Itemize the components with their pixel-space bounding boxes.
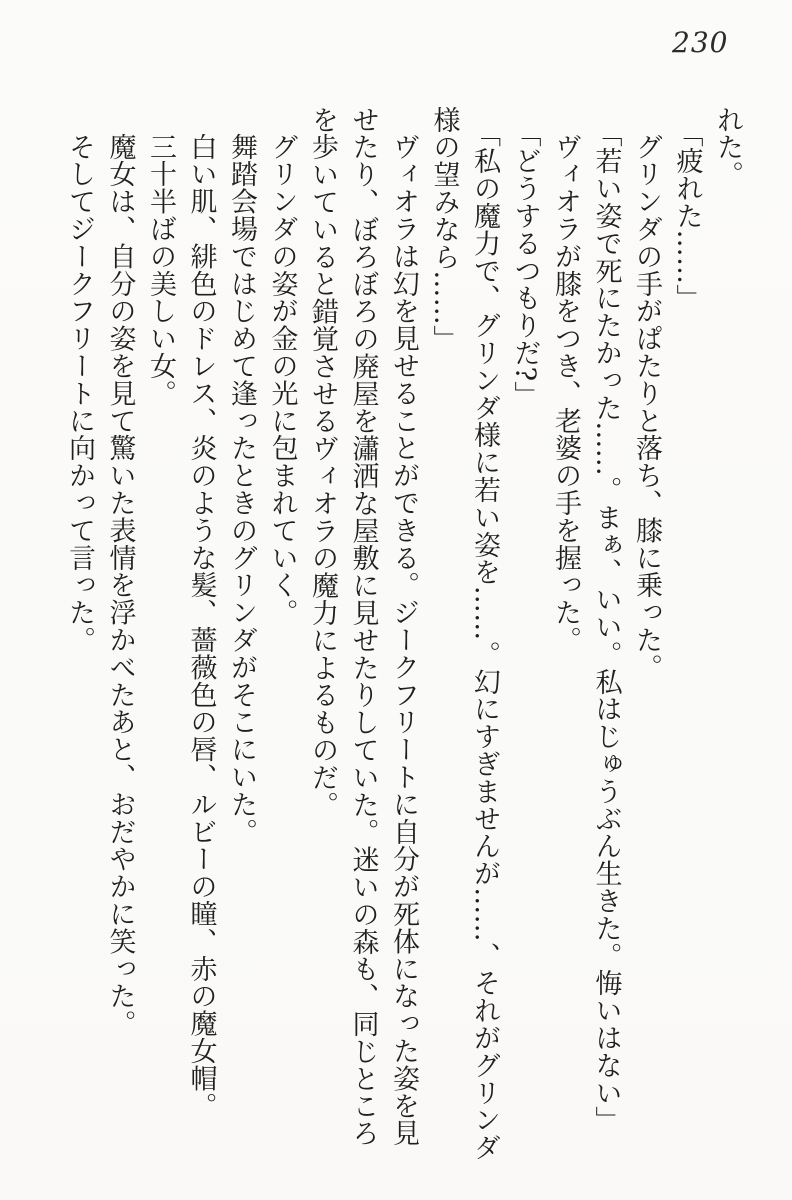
paragraph: 三十半ばの美しい女。 (145, 133, 176, 407)
paragraph: 「どうするつもりだ?」 (509, 119, 541, 409)
paragraph: 白い肌、緋色のドレス、炎のような髪、薔薇色の唇、ルビーの瞳、赤の魔女帽。 (185, 133, 217, 1120)
paragraph: 「若い姿で死にたかった……。まぁ、いい。私はじゅうぶん生きた。悔いはない」 (590, 119, 622, 1134)
paragraph: 「疲れた……」 (671, 119, 703, 312)
page-number: 230 (672, 26, 729, 59)
paragraph: ヴィオラは幻を見せることができる。ジークフリートに自分が死体になった姿を見せたり、ぼろぼろの廃屋を瀟洒な屋敷に見せたりしていた。迷いの森も、同じところを歩いていると錯覚させるヴィオラの魔力によるものだ。 (307, 106, 419, 1148)
paragraph: れた。 (712, 106, 743, 189)
paragraph: ヴィオラが膝をつき、老婆の手を握った。 (550, 133, 581, 654)
paragraph: グリンダの姿が金の光に包まれていく。 (266, 133, 298, 627)
paragraph: 舞踏会場ではじめて逢ったときのグリンダがそこにいた。 (226, 133, 257, 846)
paragraph: 魔女は、自分の姿を見て驚いた表情を浮かべたあと、おだやかに笑った。 (104, 133, 136, 1038)
paragraph: そしてジークフリートに向かって言った。 (64, 133, 95, 654)
paragraph: グリンダの手がぱたりと落ち、膝に乗った。 (631, 133, 662, 681)
vertical-text-block (59, 106, 748, 1169)
paragraph: 「私の魔力で、グリンダ様に若い姿を……。幻にすぎませんが……、それがグリンダ様の望みなら……」 (428, 106, 500, 1161)
